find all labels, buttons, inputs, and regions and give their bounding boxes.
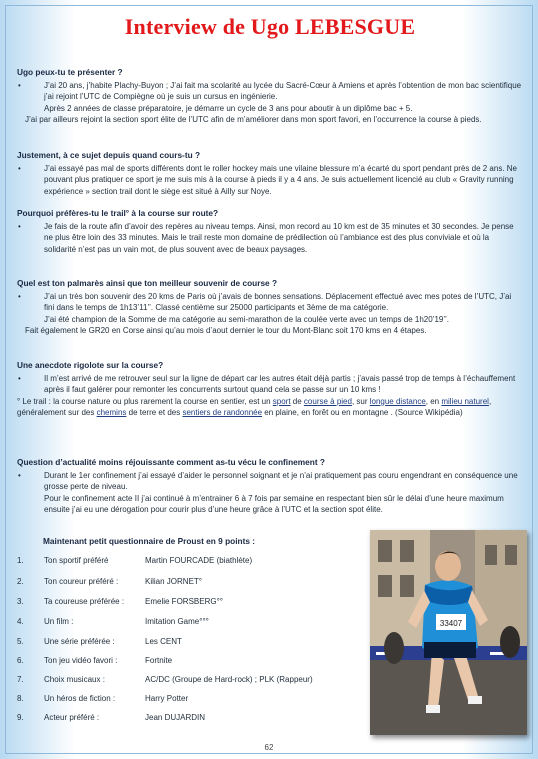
answer-5 xyxy=(17,373,523,419)
proust-item: 4. Un film : Imitation Game°°° xyxy=(17,617,209,626)
proust-item: 5. Une série préférée : Les CENT xyxy=(17,637,182,646)
answer-4-bullet: J’ai un très bon souvenir des 20 kms de Paris où j’avais de bonnes sensations. Déplacement effectué avec mes potes de l’UTC, J’ai fini dans le temps de 1h13’11’’. Classé centième sur 25000 participants et 3ème de ma catégorie. xyxy=(44,292,512,313)
answer-5-bullet: Il m’est arrivé de me retrouver seul sur la ligne de départ car les autres était déjà partis ; j’avais passé trop de temps à l’échauffement après il faut galérer pour remonter les concurrents surtout quand cela se passe sur un 10 kms ! xyxy=(44,374,516,395)
question-2: Justement, à ce sujet depuis quand cours-tu ? xyxy=(17,150,201,160)
proust-item: 7. Choix musicaux : AC/DC (Groupe de Hard-rock) ; PLK (Rappeur) xyxy=(17,675,313,684)
question-6: Question d’actualité moins réjouissante comment as-tu vécu le confinement ? xyxy=(17,457,325,467)
answer-1-para-2: J’ai par ailleurs rejoint la section sport élite de l’UTC afin de m’améliorer dans mon sport favori, en l’occurrence la course à pieds. xyxy=(25,115,482,125)
bullet-icon: • xyxy=(18,374,21,383)
proust-item: 9. Acteur préféré : Jean DUJARDIN xyxy=(17,713,206,722)
answer-4 xyxy=(17,291,523,337)
answer-3-bullet: Je fais de la route afin d’avoir des repères au niveau temps. Ainsi, mon record au 10 km est de 35 minutes et 30 secondes. Je pense ne plus être loin des 33 minutes. Mais le trail reste mon domaine de prédilection où l’ambiance est des plus conviviale et où la solidarité n’est pas un vain mot, de plus souvent avec de beaux paysages. xyxy=(44,222,514,254)
answer-3 xyxy=(17,221,523,255)
answer-1-para-1: Après 2 années de classe préparatoire, je démarre un cycle de 3 ans pour aboutir à un diplôme bac + 5. xyxy=(44,103,413,113)
link-course-a-pied[interactable]: course à pied xyxy=(303,396,352,406)
bullet-icon: • xyxy=(18,471,21,480)
page-number: 62 xyxy=(264,743,274,752)
link-sport[interactable]: sport xyxy=(272,396,291,406)
question-3: Pourquoi préfères-tu le trail° à la course sur route? xyxy=(17,208,219,218)
bullet-icon: • xyxy=(18,222,21,231)
bullet-icon: • xyxy=(18,292,21,301)
runner-illustration xyxy=(370,530,527,735)
answer-4-para-2: Fait également le GR20 en Corse ainsi qu’au mois d’aout dernier le tour du Mont-Blanc soit 170 kms en 4 étapes. xyxy=(25,326,427,336)
link-chemins[interactable]: chemins xyxy=(96,408,127,418)
link-sentiers-de-randonnee[interactable]: sentiers de randonnée xyxy=(182,408,263,418)
answer-2-bullet: J’ai essayé pas mal de sports différents dont le roller hockey mais une vilaine blessure m’a écarté du sport pendant près de 2 ans. Ne pouvant plus pratiquer ce sport je me suis mis à la course à pieds il y a 4 ans. Je suis actuellement licencié au club « Gravity running expérience » section trail dont le siège est situé à Ailly sur Noye. xyxy=(44,164,517,196)
answer-1 xyxy=(17,80,523,126)
bib-number: 33407 xyxy=(439,619,463,628)
answer-4-para-1: J’ai été champion de la Somme de ma catégorie au semi-marathon de la coulée verte avec un temps de 1h20’19’’. xyxy=(44,314,449,324)
page-title: Interview de Ugo LEBESGUE xyxy=(124,14,416,39)
proust-item: 2. Ton coureur préféré : Kilian JORNET° xyxy=(17,577,202,586)
bullet-icon: • xyxy=(18,164,21,173)
link-milieu-naturel[interactable]: milieu naturel xyxy=(441,396,489,406)
question-4: Quel est ton palmarès ainsi que ton meilleur souvenir de course ? xyxy=(17,278,278,288)
answer-6 xyxy=(17,470,523,516)
link-longue-distance[interactable]: longue distance xyxy=(369,396,426,406)
trail-footnote: ° Le trail : la course nature ou plus rarement la course en sentier, est un sport de course à pied, sur longue distance, en milieu naturel, généralement sur des chemins de terre et des sentiers de randonnée en plaine, en forêt ou en montagne . (Source Wikipédia) xyxy=(17,396,492,418)
proust-item: 1. Ton sportif préféré Martin FOURCADE (biathlète) xyxy=(17,556,253,565)
proust-item: 3. Ta coureuse préférée : Emelie FORSBERG°° xyxy=(17,597,223,606)
proust-item: 8. Un héros de fiction : Harry Potter xyxy=(17,694,189,703)
question-5: Une anecdote rigolote sur la course? xyxy=(17,360,164,370)
answer-6-para-1: Pour le confinement acte II j’ai continué à m’entrainer 6 à 7 fois par semaine en respectant bien sûr le délai d’une heure maximum ensuite j’ai eu une dérogation pour courir plus d’une heure grâce à l’UTC et la section spot élite. xyxy=(44,493,504,515)
page-content xyxy=(17,0,523,740)
question-1: Ugo peux-tu te présenter ? xyxy=(17,67,123,77)
answer-6-bullet: Durant le 1er confinement j’ai essayé d’aider le personnel soignant et je n’ai pratiquement pas couru engendrant en conséquence une grosse perte de niveau. xyxy=(44,471,518,492)
runner-photo xyxy=(370,530,527,735)
proust-title: Maintenant petit questionnaire de Proust en 9 points : xyxy=(43,536,256,546)
proust-item: 6. Ton jeu vidéo favori : Fortnite xyxy=(17,656,173,665)
answer-1-bullet: J’ai 20 ans, j’habite Plachy-Buyon ; J’ai fait ma scolarité au lycée du Sacré-Cœur à Amiens et après l’obtention de mon bac scientifique j’ai rejoint l’UTC de Compiègne où je suis un cursus en ingénierie. xyxy=(44,81,522,102)
answer-2 xyxy=(17,163,523,197)
bullet-icon: • xyxy=(18,81,21,90)
